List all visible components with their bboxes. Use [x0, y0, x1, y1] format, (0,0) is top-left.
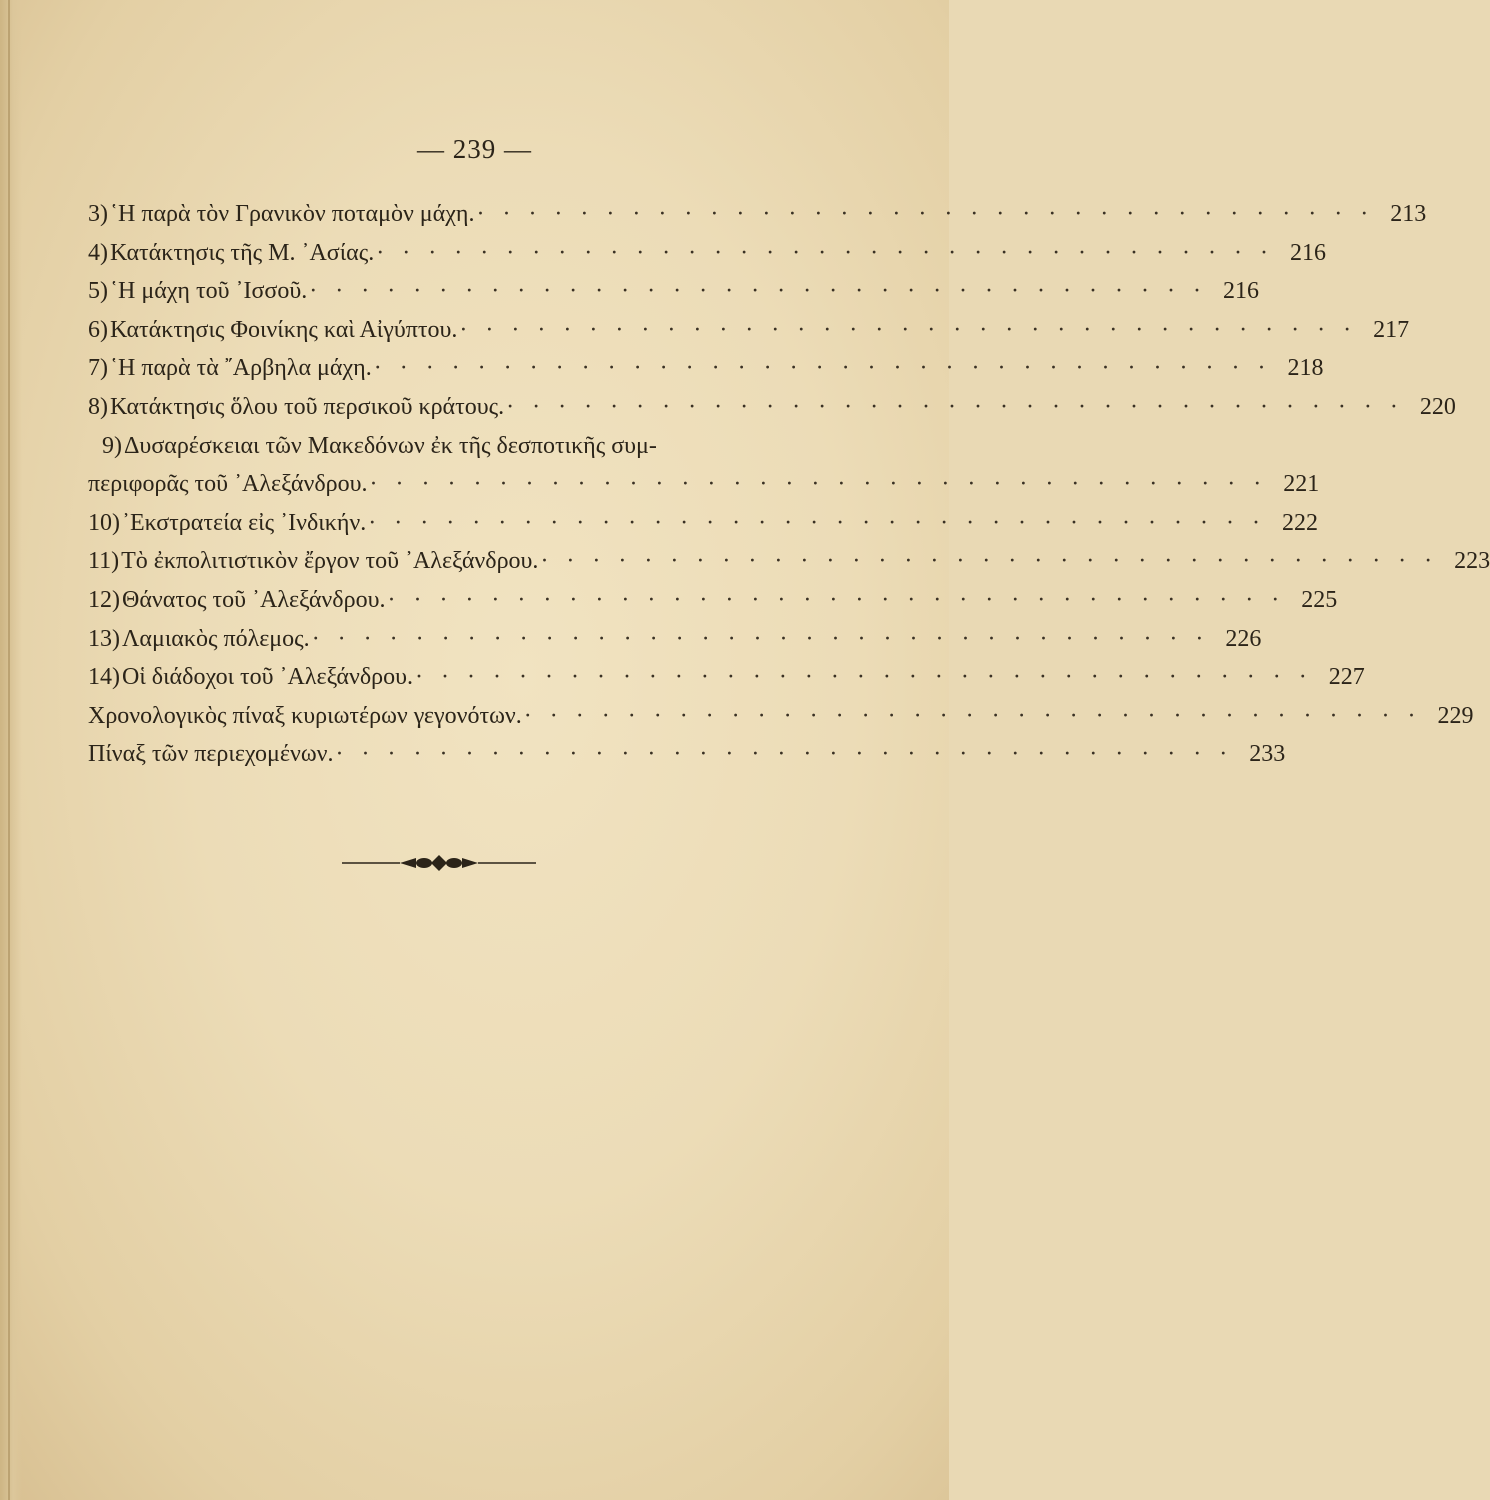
toc-entry: [88, 581, 1338, 620]
entry-page: 226: [1225, 625, 1262, 652]
toc-entry: [88, 427, 818, 466]
entry-number: 7): [88, 355, 108, 382]
entry-number: 11): [88, 548, 120, 575]
entry-number: 12): [88, 586, 120, 613]
page-edge-shadow: [0, 0, 22, 1500]
entry-title: ῾Η παρὰ τὸν Γρανικὸν ποταμὸν μάχη.: [110, 201, 475, 227]
entry-number: 10): [88, 509, 120, 536]
entry-title: Κατάκτησις Φοινίκης καὶ Αἰγύπτου.: [110, 316, 458, 343]
entry-number: 3): [88, 201, 108, 227]
entry-page: 218: [1287, 355, 1324, 382]
entry-page: 220: [1419, 393, 1456, 420]
dot-leader: · · · · · · · · · · · · · · · · · · · · · · · · · · · · · · · · · · ·: [540, 548, 1439, 575]
toc-entry: [88, 735, 1286, 774]
entry-title: Πίναξ τῶν περιεχομένων.: [88, 741, 334, 768]
entry-number: 4): [88, 239, 108, 266]
entry-number: 8): [88, 393, 108, 420]
dot-leader: · · · · · · · · · · · · · · · · · · · · · · · · · · · · · · · · · · ·: [373, 355, 1272, 382]
entry-number: 9): [102, 432, 122, 459]
entry-title: ᾿Εκστρατεία εἰς ᾿Ινδικήν.: [122, 509, 367, 536]
entry-page: 213: [1390, 201, 1427, 227]
entry-title: Οἱ διάδοχοι τοῦ ᾿Αλεξάνδρου.: [122, 664, 413, 691]
dot-leader: · · · · · · · · · · · · · · · · · · · · · · · · · · · · · · · · · · ·: [506, 393, 1404, 420]
dot-leader: · · · · · · · · · · · · · · · · · · · · · · · · · · · · · · · · · · ·: [523, 702, 1422, 729]
toc-entry-continuation: [88, 465, 1320, 504]
entry-title: Λαμιακὸς πόλεμος.: [122, 625, 310, 652]
toc-entry: [88, 658, 1365, 697]
entry-page: 221: [1283, 471, 1320, 498]
page-number: — 239 —: [417, 134, 532, 164]
entry-number: 5): [88, 278, 108, 305]
entry-page: 222: [1281, 509, 1318, 536]
dot-leader: · · · · · · · · · · · · · · · · · · · · · · · · · · · · · · · · · · ·: [368, 509, 1266, 536]
toc-entry: [88, 234, 1326, 273]
entry-page: 229: [1437, 702, 1474, 729]
entry-page: 227: [1328, 664, 1365, 691]
entry-title: Κατάκτησις ὅλου τοῦ περσικοῦ κράτους.: [110, 393, 505, 420]
toc-entry: [88, 504, 1318, 543]
dot-leader: · · · · · · · · · · · · · · · · · · · · · · · · · · · · · · · · · · ·: [335, 741, 1234, 768]
toc-entry: [88, 311, 1410, 350]
table-of-contents: [88, 195, 1490, 774]
entry-title: Κατάκτησις τῆς Μ. ᾿Ασίας.: [110, 239, 375, 266]
entry-title: Χρονολογικὸς πίναξ κυριωτέρων γεγονότων.: [88, 702, 522, 729]
entry-title: ῾Η μάχη τοῦ ᾿Ισσοῦ.: [110, 278, 308, 305]
entry-page: 223: [1454, 548, 1490, 575]
toc-entry: [88, 272, 1259, 311]
dot-leader: · · · · · · · · · · · · · · · · · · · · · · · · · · · · · · · · · · ·: [415, 664, 1313, 691]
toc-entry: [88, 697, 1474, 736]
entry-title: Θάνατος τοῦ ᾿Αλεξάνδρου.: [122, 586, 386, 613]
entry-title: Δυσαρέσκειαι τῶν Μακεδόνων ἐκ τῆς δεσποτικῆς συμ-: [124, 432, 657, 459]
entry-title: ῾Η παρὰ τὰ ῎Αρβηλα μάχη.: [110, 355, 372, 382]
entry-page: 216: [1290, 239, 1326, 266]
entry-page: 217: [1373, 316, 1410, 343]
dot-leader: · · · · · · · · · · · · · · · · · · · · · · · · · · · · · · · · · · ·: [309, 278, 1207, 305]
toc-entry: [88, 620, 1262, 659]
entry-number: 13): [88, 625, 120, 652]
dot-leader: · · · · · · · · · · · · · · · · · · · · · · · · · · · · · · · · · · ·: [459, 316, 1358, 343]
toc-entry: [88, 349, 1324, 388]
dot-leader: · · · · · · · · · · · · · · · · · · · · · · · · · · · · · · · · · · ·: [369, 471, 1268, 498]
toc-entry: [88, 542, 1490, 581]
toc-entry: [88, 195, 1427, 234]
toc-entry: [88, 388, 1456, 427]
dot-leader: · · · · · · · · · · · · · · · · · · · · · · · · · · · · · · · · · · ·: [311, 625, 1210, 652]
entry-page: 216: [1222, 278, 1259, 305]
entry-page: 225: [1301, 586, 1338, 613]
entry-number: 14): [88, 664, 120, 691]
tailpiece-ornament-icon: [340, 852, 538, 874]
entry-number: 6): [88, 316, 108, 343]
dot-leader: · · · · · · · · · · · · · · · · · · · · · · · · · · · · · · · · · · ·: [387, 586, 1286, 613]
entry-title-continuation: περιφορᾶς τοῦ ᾿Αλεξάνδρου.: [88, 471, 368, 498]
entry-title: Τὸ ἐκπολιτιστικὸν ἔργον τοῦ ᾿Αλεξάνδρου.: [121, 548, 539, 575]
dot-leader: · · · · · · · · · · · · · · · · · · · · · · · · · · · · · · · · · · ·: [376, 239, 1274, 266]
dot-leader: · · · · · · · · · · · · · · · · · · · · · · · · · · · · · · · · · · ·: [476, 201, 1375, 227]
entry-page: 233: [1249, 741, 1286, 768]
page-edge-line: [8, 0, 10, 1500]
